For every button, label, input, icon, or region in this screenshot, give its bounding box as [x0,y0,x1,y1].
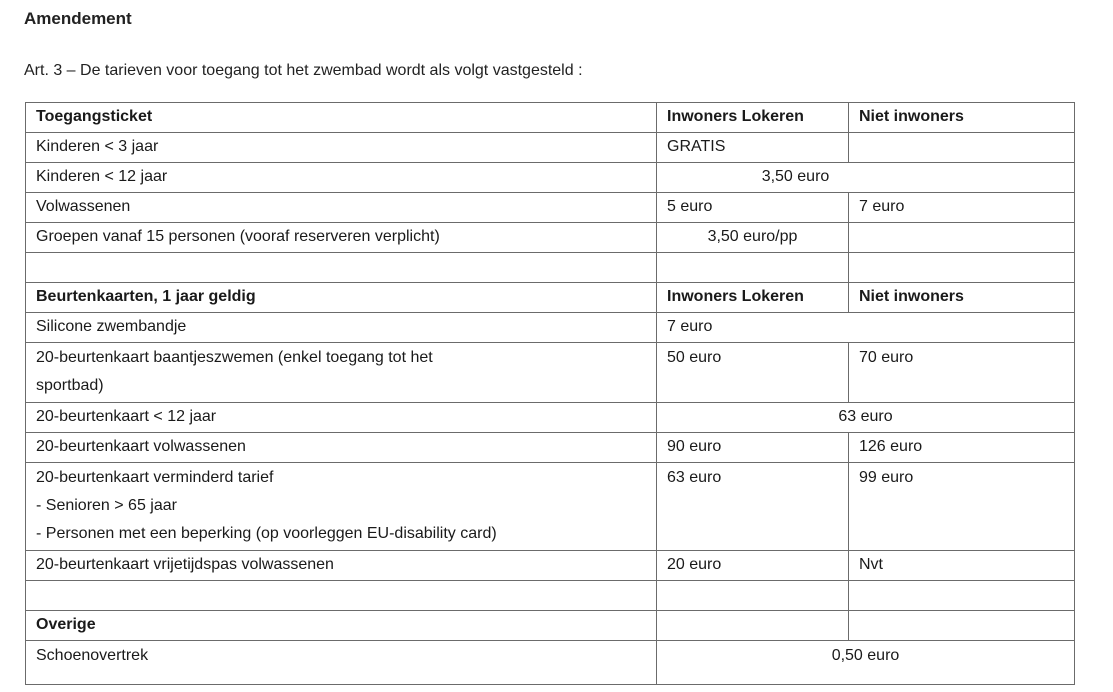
row-label-line: - Personen met een beperking (op voorleggen EU-disability card) [36,525,497,542]
row-niet-inwoners: 70 euro [849,343,1075,403]
table-row [26,193,1075,223]
table-spacer-row [26,253,1075,283]
header-toegangsticket: Toegangsticket [26,103,657,133]
row-inwoners: 63 euro [657,463,849,551]
table-header-row [26,103,1075,133]
row-label [26,343,657,403]
row-inwoners: 90 euro [657,433,849,463]
table-header-row [26,283,1075,313]
row-label-line: 20-beurtenkaart baantjeszwemen (enkel toegang tot het [36,349,433,366]
table-spacer-row [26,581,1075,611]
row-inwoners: 3,50 euro/pp [657,223,849,253]
row-niet-inwoners: 99 euro [849,463,1075,551]
row-inwoners: 5 euro [657,193,849,223]
table-row [26,163,1075,193]
row-label-line: - Senioren > 65 jaar [36,497,177,514]
header-overige: Overige [26,611,657,641]
table-row [26,313,1075,343]
row-label: 20-beurtenkaart vrijetijdspas volwassenen [26,551,657,581]
spacer-cell [849,581,1075,611]
row-merged-value: 0,50 euro [657,641,1075,685]
row-label: Groepen vanaf 15 personen (vooraf reserveren verplicht) [26,223,657,253]
header-beurtenkaarten: Beurtenkaarten, 1 jaar geldig [26,283,657,313]
document-title: Amendement [24,9,132,28]
table-row [26,641,1075,685]
row-label-line: 20-beurtenkaart verminderd tarief [36,469,274,486]
row-merged-value: 3,50 euro [657,163,1075,193]
spacer-cell [657,253,849,283]
row-merged-value: 7 euro [657,313,1075,343]
header-inwoners: Inwoners Lokeren [657,283,849,313]
row-inwoners: 50 euro [657,343,849,403]
row-niet-inwoners: 7 euro [849,193,1075,223]
spacer-cell [26,253,657,283]
row-label-line: sportbad) [36,377,104,394]
table-row [26,343,1075,403]
article-intro: Art. 3 – De tarieven voor toegang tot het zwembad wordt als volgt vastgesteld : [24,62,583,79]
row-label: 20-beurtenkaart < 12 jaar [26,403,657,433]
table-row [26,403,1075,433]
spacer-cell [657,611,849,641]
spacer-cell [849,253,1075,283]
spacer-cell [657,581,849,611]
row-label [26,463,657,551]
header-inwoners: Inwoners Lokeren [657,103,849,133]
table-row [26,433,1075,463]
row-label: Kinderen < 3 jaar [26,133,657,163]
header-niet-inwoners: Niet inwoners [849,103,1075,133]
row-label: Silicone zwembandje [26,313,657,343]
row-inwoners: 20 euro [657,551,849,581]
row-label: 20-beurtenkaart volwassenen [26,433,657,463]
tariff-table [25,102,1075,685]
table-header-row [26,611,1075,641]
table-row [26,223,1075,253]
table-row [26,551,1075,581]
row-inwoners: GRATIS [657,133,849,163]
spacer-cell [26,581,657,611]
row-niet-inwoners: Nvt [849,551,1075,581]
row-merged-value: 63 euro [657,403,1075,433]
header-niet-inwoners: Niet inwoners [849,283,1075,313]
row-label: Kinderen < 12 jaar [26,163,657,193]
row-label: Schoenovertrek [26,641,657,685]
table-row [26,463,1075,551]
row-niet-inwoners [849,223,1075,253]
row-niet-inwoners [849,133,1075,163]
spacer-cell [849,611,1075,641]
table-row [26,133,1075,163]
row-label: Volwassenen [26,193,657,223]
row-niet-inwoners: 126 euro [849,433,1075,463]
